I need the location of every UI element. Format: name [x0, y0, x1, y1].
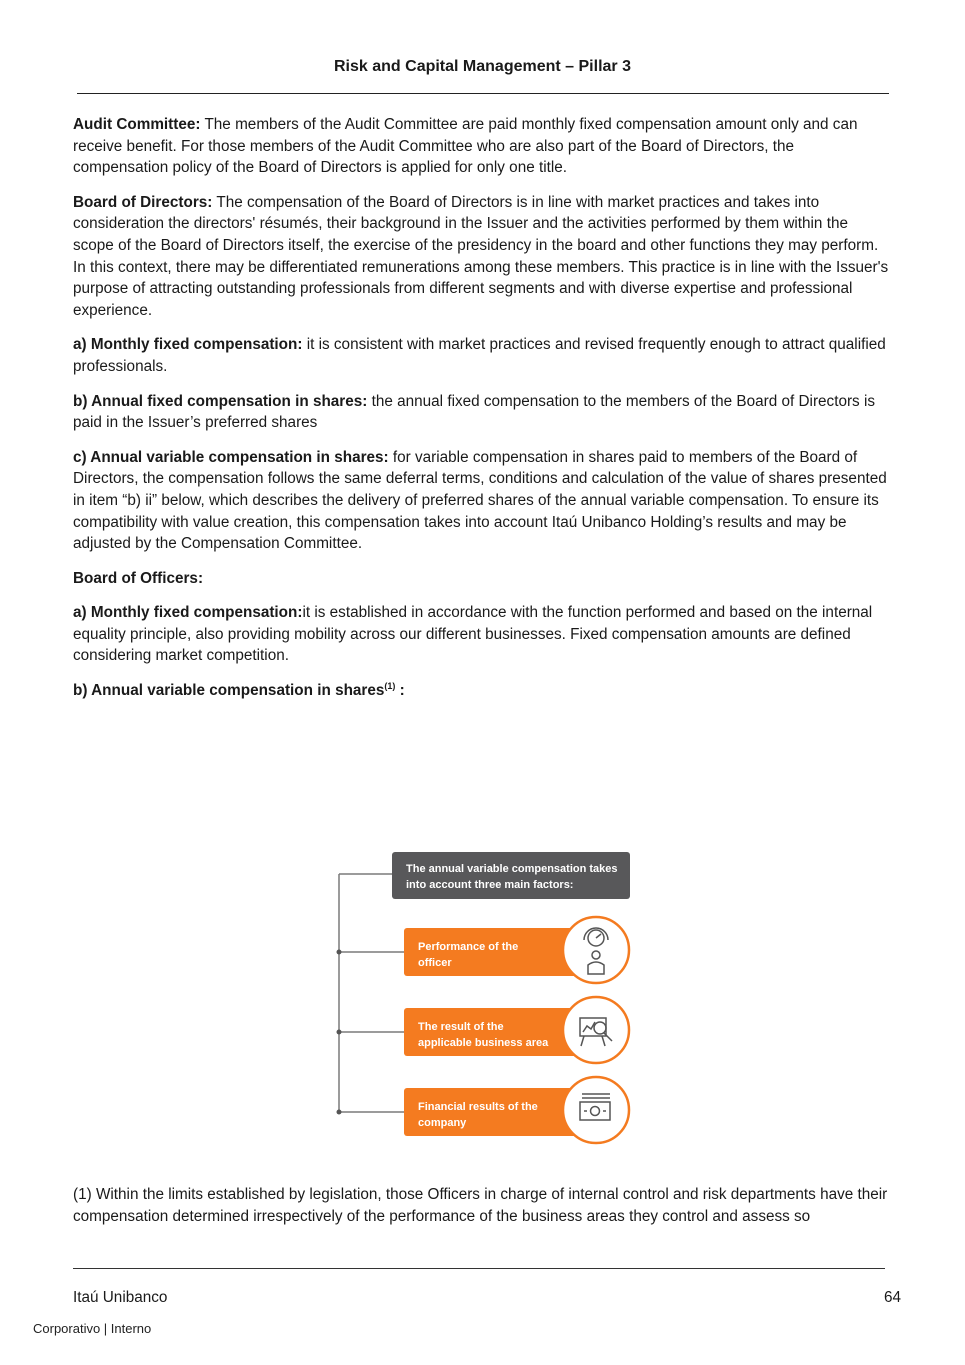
paragraph-monthly-fixed-officers [73, 602, 891, 667]
footnote-reference: (1) [384, 680, 396, 691]
paragraph-lead: b) Annual fixed compensation in shares: [73, 392, 368, 410]
document-classification: Corporativo | Interno [33, 1321, 152, 1336]
factor-3-line-1: Financial results of the [418, 1101, 538, 1113]
diagram-header-line-1: The annual variable compensation takes [406, 863, 618, 875]
diagram-header-line-2: into account three main factors: [406, 879, 574, 891]
connector-dot [337, 1030, 342, 1035]
subheading-annual-variable-officers [73, 680, 891, 702]
paragraph-lead: a) Monthly fixed compensation: [73, 604, 303, 622]
page-number: 64 [883, 1289, 901, 1306]
factor-1-line-2: officer [418, 957, 452, 969]
factor-2-line-2: applicable business area [418, 1037, 549, 1049]
compensation-factors-diagram [334, 852, 634, 1152]
footer-company-name: Itaú Unibanco [73, 1289, 168, 1306]
factor-3-line-2: company [418, 1117, 467, 1129]
paragraph-text: The members of the Audit Committee are paid monthly fixed compensation amount only and can receive benefit. For those members of the Audit Committee who are also part of the Board of Directors, the compensation policy of the Board of Directors is applied for only one title. [73, 116, 858, 177]
paragraph-annual-variable-directors [73, 447, 891, 555]
paragraph-board-of-directors [73, 192, 891, 322]
paragraph-text: The compensation of the Board of Directors is in line with market practices and takes into consideration the directors' résumés, their background in the Issuer and the activities performed by them within the scope of the Board of Directors itself, the exercise of the presidency in the board and other functions they may perform. In this context, there may be differentiated remunerations among these members. This practice is in line with the Issuer's purpose of attracting outstanding professionals from different segments and with diverse expertise and professional experience. [73, 193, 889, 319]
paragraph-lead: c) Annual variable compensation in shares: [73, 448, 389, 466]
paragraph-text: the annual fixed compensation to the members of the Board of Directors is paid in the Issuer’s preferred shares [73, 392, 875, 432]
connector-dot [337, 950, 342, 955]
paragraph-text: it is consistent with market practices and revised frequently enough to attract qualified professionals. [73, 336, 886, 375]
heading-board-of-officers [73, 568, 891, 590]
paragraph-lead: Board of Officers: [73, 569, 204, 587]
paragraph-audit-committee [73, 114, 891, 179]
paragraph-lead: Audit Committee: [73, 116, 201, 133]
factor-3-icon-ring [563, 1077, 629, 1143]
paragraph-lead: Board of Directors: [73, 193, 213, 211]
connector-dot [337, 1110, 342, 1115]
diagram-header-box [392, 852, 630, 899]
paragraph-text: for variable compensation in shares paid to members of the Board of Directors, the compensation follows the same deferral terms, conditions and calculation of the value of shares presented in item “b) ii” below, which describes the delivery of preferred shares of the annual variable compensation. To ensure its compatibility with value creation, this compensation takes into account Itaú Unibanco Holding’s results and may be adjusted by the Compensation Committee. [73, 448, 887, 553]
paragraph-lead: a) Monthly fixed compensation: [73, 336, 303, 354]
subheading-suffix: : [395, 682, 405, 700]
paragraph-text: it is established in accordance with the function performed and based on the internal equality principle, also providing mobility across our different businesses. Fixed compensation amounts are defined considering market competition. [73, 604, 873, 665]
paragraph-monthly-fixed-directors [73, 334, 891, 377]
factor-2-line-1: The result of the [418, 1021, 504, 1033]
subheading-text: b) Annual variable compensation in shares [73, 682, 385, 700]
factor-1-line-1: Performance of the [418, 941, 519, 953]
paragraph-annual-fixed-shares [73, 391, 891, 434]
footer-divider [73, 1268, 885, 1269]
header-divider [77, 93, 889, 94]
factor-1-icon-ring [563, 917, 629, 983]
footnote-text: (1) Within the limits established by legislation, those Officers in charge of internal control and risk departments have their compensation determined irrespectively of the performance of the business areas they control and assess so [73, 1186, 888, 1225]
document-body [73, 114, 891, 715]
factor-2-icon-ring [563, 997, 629, 1063]
page-header-title: Risk and Capital Management – Pillar 3 [334, 58, 631, 75]
